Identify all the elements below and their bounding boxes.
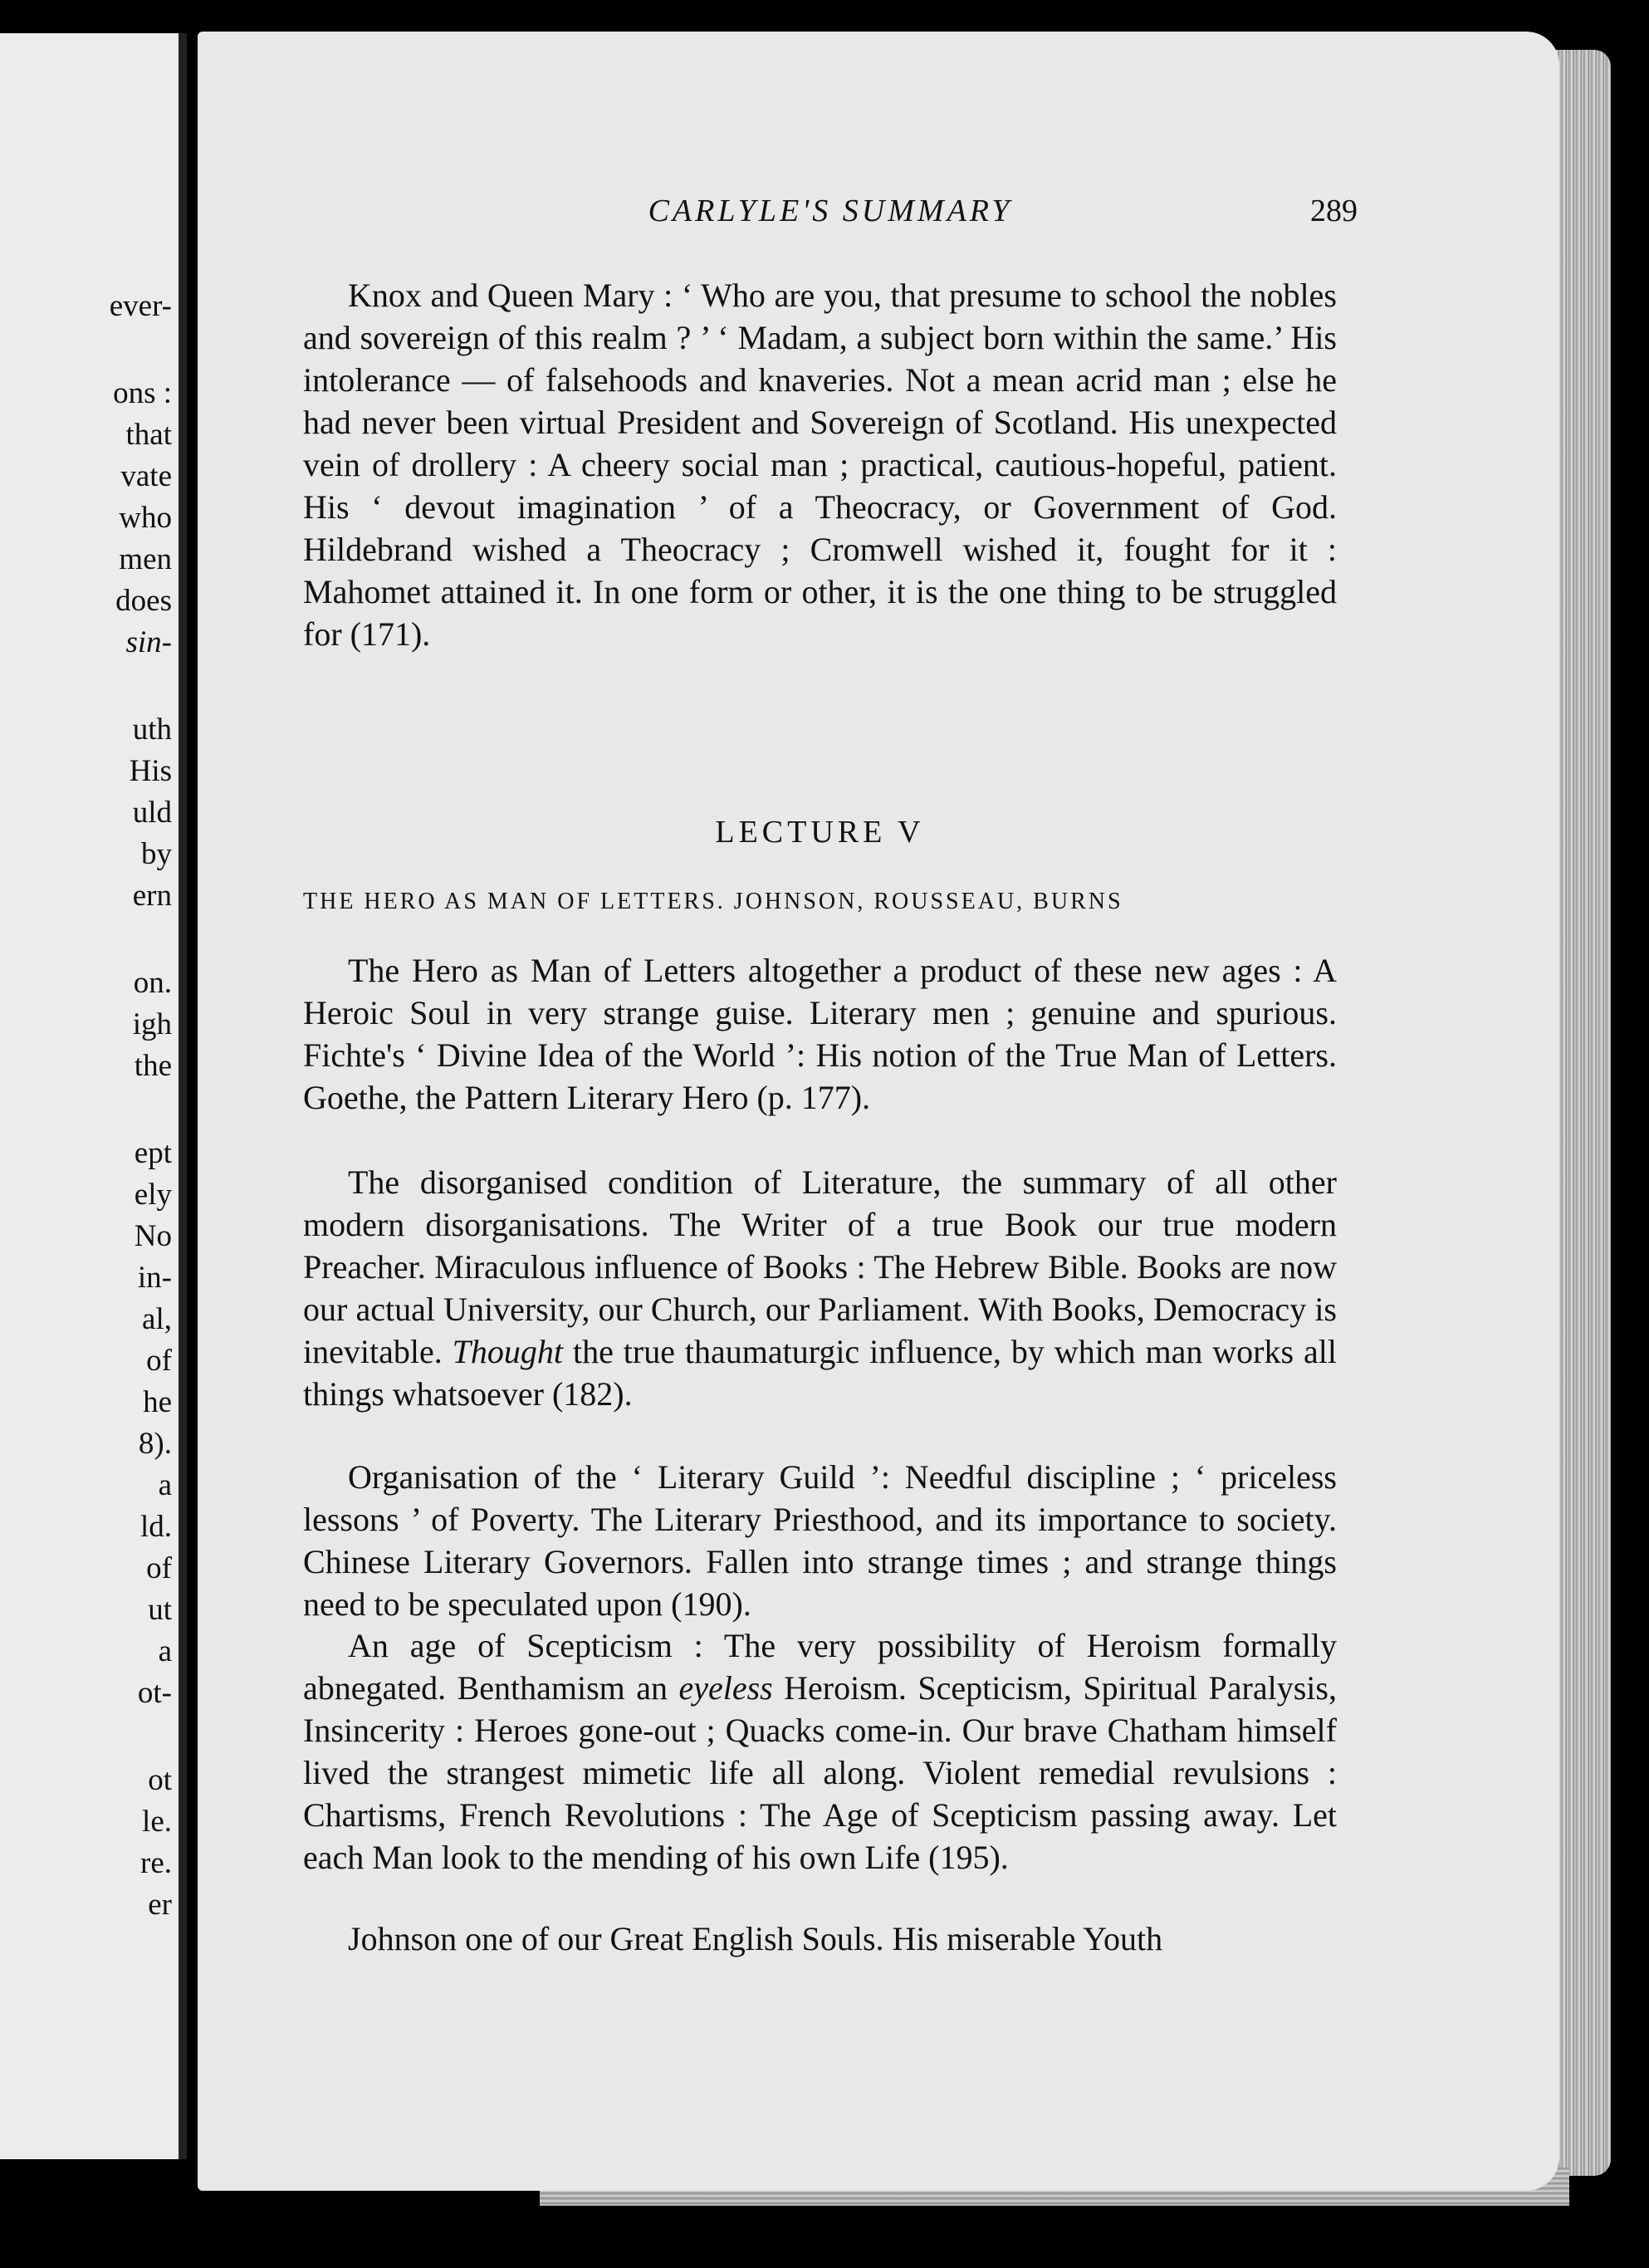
facing-page-line: a	[158, 1634, 172, 1668]
facing-page-line: ept	[134, 1136, 172, 1170]
facing-page-line: uth	[132, 713, 172, 747]
facing-page-line: by	[141, 837, 172, 871]
facing-page-line: er	[148, 1888, 172, 1922]
paragraph-hero-man-of-letters: The Hero as Man of Letters altogether a product of these new ages : A Heroic Soul in very strange guise. Literary men ; genuine and spurious. Fichte's ‘ Divine Idea of the World ’: His notion of the True Man of Letters. Goethe, the Pattern Literary Hero (p. 177).	[303, 952, 1337, 1116]
facing-page-line: No	[134, 1219, 172, 1253]
italic-word: eyeless	[678, 1669, 773, 1707]
facing-page-line: 8).	[138, 1427, 172, 1461]
facing-page-line: a	[158, 1468, 172, 1502]
paragraph-text-tail: Heroism. Scepticism, Spiritual Paralysis, Insincerity : Heroes gone-out ; Quacks come-in. Our brave Chatham himself lived the strangest mimetic life all along. Violent remedial revulsions : Chartisms, French Revolutions : The Age of Scepticism passing away. Let each Man look to the mending of his own Life (195).	[303, 1669, 1337, 1876]
facing-page-line: re.	[140, 1846, 172, 1880]
paragraph-disorganised-literature	[303, 1161, 1337, 1415]
facing-page-line: ot	[148, 1763, 172, 1797]
facing-page-line: in-	[137, 1261, 172, 1295]
facing-page-line: ot-	[137, 1676, 172, 1710]
paragraph-text-tail: the true thaumaturgic influence, by which man works all things whatsoever (182).	[303, 1333, 1337, 1413]
facing-page-line: igh	[132, 1007, 172, 1041]
facing-page-line: ut	[148, 1593, 172, 1627]
paragraph-knox: Knox and Queen Mary : ‘ Who are you, that presume to school the nobles and sovereign of this realm ? ’ ‘ Madam, a subject born within the same.’ His intolerance — of falsehoods and knaveries. Not a mean acrid man ; else he had never been virtual President and Sovereign of Scotland. His unexpected vein of drollery : A cheery social man ; practical, cautious-hopeful, patient. His ‘ devout imagination ’ of a Theocracy, or Government of God. Hildebrand wished a Theocracy ; Cromwell wished it, fought for it : Mahomet attained it. In one form or other, it is the one thing to be struggled for (171).	[303, 277, 1337, 653]
facing-page-line: le.	[142, 1805, 172, 1839]
facing-page-line: uld	[132, 796, 172, 830]
lecture-heading: LECTURE V	[715, 815, 925, 850]
facing-page-line: the	[134, 1049, 172, 1083]
facing-page-line: ld.	[139, 1510, 172, 1544]
facing-page-line: al,	[142, 1302, 172, 1336]
facing-page-line: ever-	[109, 289, 172, 323]
facing-page-line: of	[146, 1551, 172, 1585]
facing-page-line: does	[115, 584, 172, 618]
paragraph-literary-guild: Organisation of the ‘ Literary Guild ’: Needful discipline ; ‘ priceless lessons ’ of Poverty. The Literary Priesthood, and its importance to society. Chinese Literary Governors. Fallen into strange times ; and strange things need to be speculated upon (190).	[303, 1458, 1337, 1623]
running-head	[303, 193, 1358, 234]
page-number: 289	[1310, 193, 1358, 228]
facing-page-line: that	[125, 418, 172, 452]
paragraph-scepticism	[303, 1624, 1337, 1879]
running-title: CARLYLE'S SUMMARY	[648, 193, 1013, 228]
paragraph-text: The disorganised condition of Literature, the summary of all other modern disorganisations. The Writer of a true Book our true modern Preacher. Miraculous influence of Books : The Hebrew Bible. Books are now our actual University, our Church, our Parliament. With Books, Democracy is inevitable.	[303, 1163, 1337, 1370]
facing-page-line: vate	[120, 459, 172, 493]
lecture-subheading: THE HERO AS MAN OF LETTERS. JOHNSON, ROUSSEAU, BURNS	[303, 889, 1123, 914]
facing-page-line: ern	[132, 879, 172, 913]
facing-page-line: sin-	[125, 625, 172, 659]
facing-page-fragment	[0, 33, 187, 2159]
facing-page-line: ons :	[113, 376, 172, 410]
facing-page-line: of	[146, 1344, 172, 1378]
facing-page-line: men	[119, 542, 172, 576]
facing-page-line: he	[143, 1385, 172, 1419]
facing-page-line: ely	[134, 1178, 172, 1212]
paragraph-text: An age of Scepticism : The very possibility of Heroism formally abnegated. Benthamism an	[303, 1627, 1337, 1707]
facing-page-line: on.	[133, 966, 172, 1000]
paragraph-johnson: Johnson one of our Great English Souls. His miserable Youth	[348, 1920, 1163, 1957]
facing-page-line: who	[119, 501, 172, 535]
facing-page-line: His	[129, 754, 172, 788]
italic-word: Thought	[452, 1333, 564, 1370]
